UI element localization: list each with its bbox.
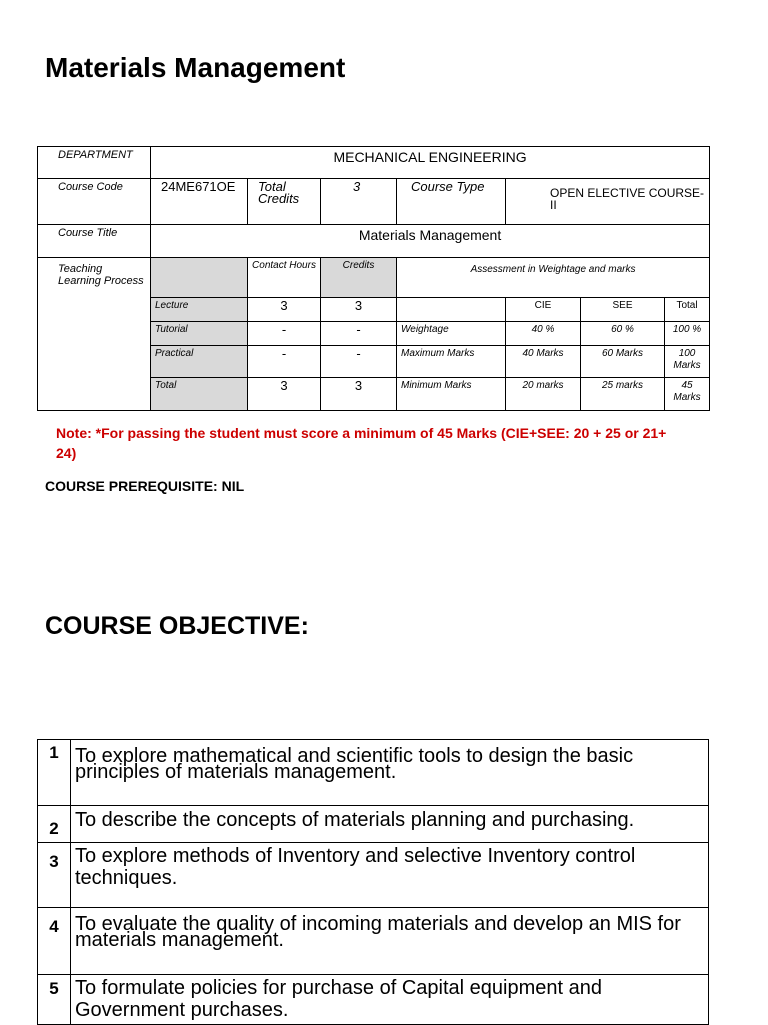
- table-row: [38, 908, 709, 975]
- department-label: DEPARTMENT: [38, 147, 151, 179]
- passing-note: Note: *For passing the student must score a minimum of 45 Marks (CIE+SEE: 20 + 25 or 21+ 24): [56, 425, 667, 461]
- blank-gray-cell: [151, 258, 248, 298]
- department-value: MECHANICAL ENGINEERING: [151, 147, 710, 179]
- course-type-value: OPEN ELECTIVE COURSE- II: [506, 179, 710, 225]
- row-hours: -: [248, 346, 321, 378]
- objective-text: To formulate policies for purchase of Capital equipment and Government purchases.: [71, 975, 709, 1025]
- row-see: 25 marks: [581, 378, 665, 411]
- row-total: Total: [665, 298, 710, 322]
- objective-text: To evaluate the quality of incoming materials and develop an MIS for materials management.: [71, 908, 709, 975]
- row-see: 60 Marks: [581, 346, 665, 378]
- objective-number: 4: [38, 908, 71, 975]
- row-cie: 20 marks: [506, 378, 581, 411]
- course-code-value: 24ME671OE: [151, 179, 248, 225]
- row-metric: Maximum Marks: [397, 346, 506, 378]
- objective-number: 3: [38, 843, 71, 908]
- course-details-table: [37, 146, 710, 411]
- row-credits: -: [321, 346, 397, 378]
- course-prerequisite: COURSE PREREQUISITE: NIL: [45, 478, 245, 494]
- row-see: 60 %: [581, 322, 665, 346]
- row-name: Tutorial: [151, 322, 248, 346]
- row-credits: 3: [321, 378, 397, 411]
- row-credits: -: [321, 322, 397, 346]
- row-total: 45 Marks: [665, 378, 710, 411]
- row-metric: Weightage: [397, 322, 506, 346]
- page-title: Materials Management: [45, 52, 346, 83]
- row-metric: Minimum Marks: [397, 378, 506, 411]
- assessment-label: Assessment in Weightage and marks: [397, 258, 710, 298]
- course-type-label: Course Type: [397, 179, 506, 225]
- row-hours: -: [248, 322, 321, 346]
- row-name: Practical: [151, 346, 248, 378]
- course-objective-heading: COURSE OBJECTIVE:: [45, 612, 309, 640]
- table-row: [38, 806, 709, 843]
- row-cie: 40 Marks: [506, 346, 581, 378]
- row-cie: 40 %: [506, 322, 581, 346]
- objective-text: To describe the concepts of materials planning and purchasing.: [71, 806, 709, 843]
- row-see: SEE: [581, 298, 665, 322]
- table-row: [38, 843, 709, 908]
- row-hours: 3: [248, 378, 321, 411]
- objective-number: 5: [38, 975, 71, 1025]
- row-credits: 3: [321, 298, 397, 322]
- row-total: 100 %: [665, 322, 710, 346]
- total-credits-value: 3: [321, 179, 397, 225]
- objective-number: 1: [38, 740, 71, 806]
- total-credits-label: Total Credits: [248, 179, 321, 225]
- row-name: Lecture: [151, 298, 248, 322]
- row-total: 100 Marks: [665, 346, 710, 378]
- row-metric: [397, 298, 506, 322]
- tlp-label: Teaching Learning Process: [38, 258, 151, 411]
- row-name: Total: [151, 378, 248, 411]
- objective-text: To explore methods of Inventory and selective Inventory control techniques.: [71, 843, 709, 908]
- objective-number: 2: [38, 806, 71, 843]
- row-cie: CIE: [506, 298, 581, 322]
- objective-text: To explore mathematical and scientific tools to design the basic principles of materials management.: [71, 740, 709, 806]
- objectives-table: [37, 739, 709, 1025]
- credits-label: Credits: [321, 258, 397, 298]
- course-title-label: Course Title: [38, 225, 151, 258]
- row-hours: 3: [248, 298, 321, 322]
- course-code-label: Course Code: [38, 179, 151, 225]
- table-row: [38, 740, 709, 806]
- table-row: [38, 975, 709, 1025]
- course-title-value: Materials Management: [151, 225, 710, 258]
- contact-hours-label: Contact Hours: [248, 258, 321, 298]
